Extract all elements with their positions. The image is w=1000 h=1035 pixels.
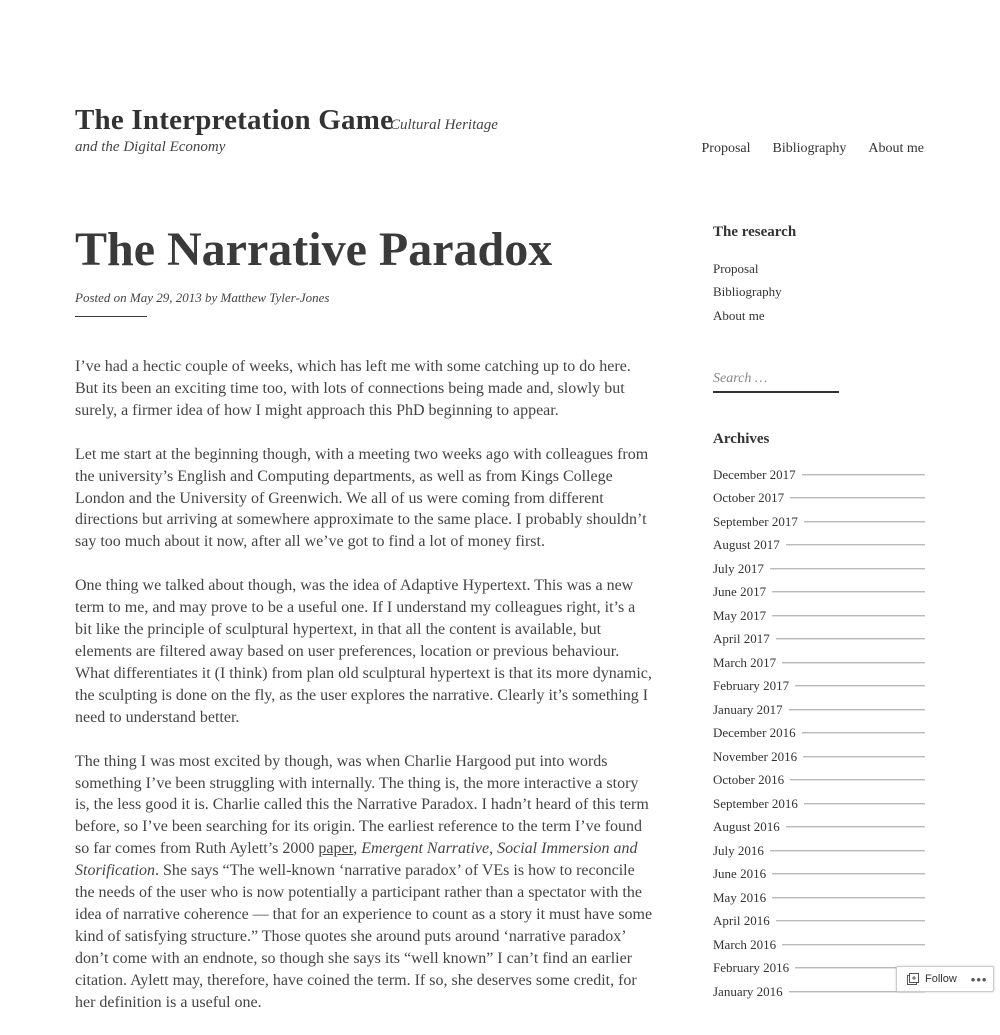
archive-leader-line <box>803 756 925 758</box>
archive-link[interactable]: June 2016 <box>713 866 767 882</box>
archive-link[interactable]: May 2017 <box>713 607 767 623</box>
archive-item <box>713 486 925 510</box>
follow-icon <box>907 973 919 985</box>
post-content <box>75 356 655 1035</box>
archive-leader-line <box>786 826 925 828</box>
research-item <box>713 280 925 303</box>
archive-link[interactable]: January 2017 <box>713 701 783 717</box>
follow-label: Follow <box>925 973 957 985</box>
archive-item <box>713 627 925 651</box>
archive-item <box>713 886 925 910</box>
research-item-bibliography[interactable]: Bibliography <box>713 284 782 300</box>
archive-leader-line <box>782 944 925 946</box>
archive-leader-line <box>790 497 925 499</box>
archive-link[interactable]: August 2017 <box>713 537 780 553</box>
archive-link[interactable]: August 2016 <box>713 819 780 835</box>
archive-item <box>713 510 925 534</box>
archive-leader-line <box>802 474 925 476</box>
paragraph-text: What differentiates it (I think) from plan old sculptural hypertext is that its more dynamic, the sculpting is done on the fly, as the user explores the narrative. Clearly it’s something I need to understand better. <box>75 664 652 726</box>
archive-leader-line <box>804 521 925 523</box>
archive-item <box>713 674 925 698</box>
archive-link[interactable]: October 2016 <box>713 772 785 788</box>
archive-leader-line <box>789 709 925 711</box>
archives-list <box>713 463 925 1004</box>
archives-widget-title: Archives <box>713 430 770 447</box>
nav-item-proposal[interactable]: Proposal <box>701 141 751 156</box>
archive-item <box>713 933 925 957</box>
archive-link[interactable]: September 2016 <box>713 795 798 811</box>
site-title[interactable]: The Interpretation Game <box>75 104 394 136</box>
archive-leader-line <box>804 803 925 805</box>
research-item-proposal[interactable]: Proposal <box>713 261 759 276</box>
paragraph-text: The thing I was most excited by though, was when Charlie Hargood put into words something I’ve been struggling with internally. The thing is, the more interactive a story is, the less good it is. Charlie called this the Narrative Paradox. I hadn’t heard of this term before, so I’ve been searching for its origin. The earliest reference to the term I’ve found so far comes from Ruth Aylett’s 2000 <box>75 752 649 858</box>
meta-posted-on: Posted on <box>75 290 130 305</box>
archive-leader-line <box>790 779 925 781</box>
archive-item <box>713 956 925 980</box>
site-description: Cultural Heritage <box>390 117 498 133</box>
archive-item <box>713 580 925 604</box>
archive-link[interactable]: July 2016 <box>713 842 764 858</box>
meta-by: by <box>201 290 221 305</box>
nav-item-bibliography[interactable]: Bibliography <box>772 141 847 156</box>
paragraph-text: One thing we talked about though, was the idea of Adaptive Hypertext. This was a new term to me, and may prove to be a useful one. If I understand my colleagues right, it’s a bit like the principle of sculptural hypertext, in that all the content is available, but elements are filtered away based on user preferences, location or previous behaviour. <box>75 577 636 660</box>
archive-link[interactable]: November 2016 <box>713 748 798 764</box>
archive-leader-line <box>795 685 925 687</box>
more-options-icon[interactable]: ••• <box>970 971 988 987</box>
paragraph-text: , <box>353 840 362 858</box>
nav-item-about-me[interactable]: About me <box>868 141 924 156</box>
post-meta <box>75 290 329 306</box>
archive-link[interactable]: April 2016 <box>713 913 770 929</box>
archive-link[interactable]: February 2016 <box>713 960 790 976</box>
sidebar <box>713 224 925 1003</box>
archive-link[interactable]: January 2016 <box>713 983 783 999</box>
archive-item <box>713 604 925 628</box>
post-paragraph: Let me start at the beginning though, with a meeting two weeks ago with colleagues from the university’s English and Computing departments, as well as from Kings College London and the University of Greenwich. We all of us were coming from different directions but arriving at somewhere approximate to the same place. I probably shouldn’t say too much about it now, after all we’ve got to find a lot of money first. <box>75 445 649 551</box>
research-menu <box>713 257 925 327</box>
archive-item <box>713 533 925 557</box>
archive-item <box>713 839 925 863</box>
archive-item <box>713 698 925 722</box>
main-navigation <box>702 141 925 157</box>
archive-link[interactable]: July 2017 <box>713 560 764 576</box>
archive-item <box>713 651 925 675</box>
archive-leader-line <box>776 920 925 922</box>
meta-divider <box>75 316 147 317</box>
archive-item <box>713 862 925 886</box>
archive-leader-line <box>772 591 925 593</box>
archive-leader-line <box>786 544 925 546</box>
archive-link[interactable]: February 2017 <box>713 678 790 694</box>
research-item <box>713 304 925 327</box>
paper-link[interactable]: paper <box>318 840 354 858</box>
search-form <box>713 369 839 393</box>
archive-leader-line <box>772 615 925 617</box>
archive-link[interactable]: December 2017 <box>713 466 796 482</box>
archive-leader-line <box>772 897 925 899</box>
archive-item <box>713 721 925 745</box>
archive-leader-line <box>776 638 925 640</box>
research-item-about-me[interactable]: About me <box>713 307 765 323</box>
archive-item <box>713 745 925 769</box>
archive-item <box>713 557 925 581</box>
paper-title: Emergent Narrative, Social Immersion and Storification <box>75 840 638 880</box>
post-paragraph: I’ve had a hectic couple of weeks, which has left me with some catching up to do here. But its been an exciting time too, with lots of connections being made and, slowly but surely, a firmer idea of how I might approach this PhD beginning to appear. <box>75 358 631 419</box>
post-paragraph <box>75 751 655 1014</box>
archive-link[interactable]: September 2017 <box>713 513 798 529</box>
site-description-continued: and the Digital Economy <box>75 139 226 155</box>
archive-leader-line <box>770 850 925 852</box>
archive-link[interactable]: May 2016 <box>713 889 767 905</box>
post-date-link[interactable]: May 29, 2013 <box>129 290 202 305</box>
archive-link[interactable]: December 2016 <box>713 725 796 741</box>
archive-item <box>713 792 925 816</box>
search-input[interactable] <box>713 371 839 387</box>
archive-item <box>713 909 925 933</box>
archive-link[interactable]: March 2016 <box>713 936 777 952</box>
archive-item <box>713 463 925 487</box>
post-author-link[interactable]: Matthew Tyler-Jones <box>220 290 330 305</box>
archive-link[interactable]: March 2017 <box>713 654 777 670</box>
archive-leader-line <box>770 568 925 570</box>
archive-link[interactable]: April 2017 <box>713 631 770 647</box>
follow-button[interactable] <box>896 966 994 992</box>
research-widget-title: The research <box>713 224 797 240</box>
archive-leader-line <box>802 732 925 734</box>
post-title: The Narrative Paradox <box>75 223 553 276</box>
archive-item <box>713 768 925 792</box>
research-item <box>713 257 925 280</box>
post-paragraph <box>75 575 655 728</box>
paragraph-text: . She says “The well-known ‘narrative paradox’ of VEs is how to reconcile the needs of the user who is now potentially a participant rather than a spectator with the idea of narrative coherence — that for an experience to count as a story it must have some kind of satisfying structure.” Those quotes she around puts around ‘narrative paradox’ don’t come with an endnote, so though she says its “well known” I can’t find an earlier citation. Aylett may, therefore, have coined the term. If so, she deserves some credit, for her definition is a useful one. <box>75 862 653 1011</box>
archive-item <box>713 815 925 839</box>
archive-leader-line <box>772 873 925 875</box>
archive-link[interactable]: October 2017 <box>713 490 785 506</box>
archive-leader-line <box>782 662 925 664</box>
archive-link[interactable]: June 2017 <box>713 584 767 600</box>
